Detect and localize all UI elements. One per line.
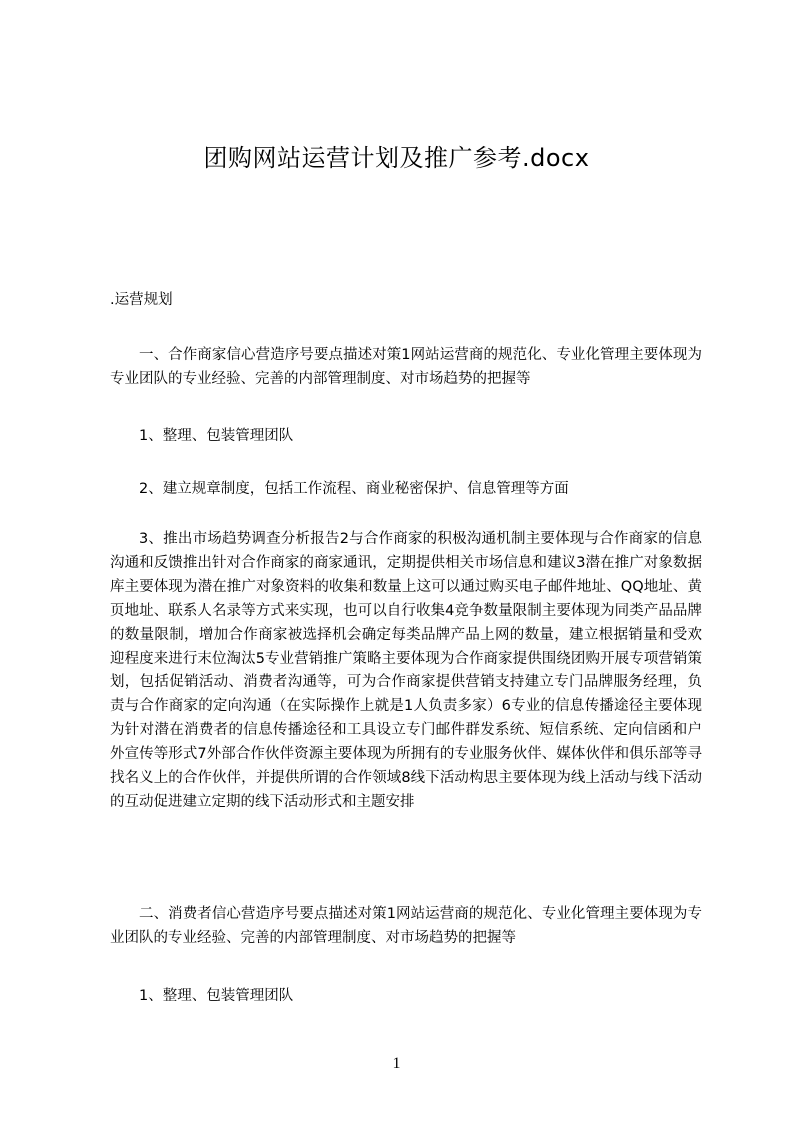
paragraph-item-2: 2、建立规章制度，包括工作流程、商业秘密保护、信息管理等方面 bbox=[139, 481, 569, 497]
page-number: 1 bbox=[392, 1055, 401, 1072]
paragraph-item-1-repeat: 1、整理、包装管理团队 bbox=[139, 988, 294, 1004]
paragraph-item-1: 1、整理、包装管理团队 bbox=[139, 428, 294, 444]
paragraph-item-3-details: 3、推出市场趋势调查分析报告2与合作商家的积极沟通机制主要体现与合作商家的信息沟通和反馈推出针对合作商家的商家通讯，定期提供相关市场信息和建议3潜在推广对象数据库主要体现为潜在推广对象资料的收集和数量上这可以通过购买电子邮件地址、QQ地址、黄页地址、联系人名录等方式来实现，也可以自行收集4竞争数量限制主要体现为同类产品品牌的数量限制，增加合作商家被选择机会确定每类品牌产品上网的数量，建立根据销量和受欢迎程度来进行末位淘汰5专业营销推广策略主要体现为合作商家提供围绕团购开展专项营销策划，包括促销活动、消费者沟通等，可为合作商家提供营销支持建立专门品牌服务经理，负责与合作商家的定向沟通（在实际操作上就是1人负责多家）6专业的信息传播途径主要体现为针对潜在消费者的信息传播途径和工具设立专门邮件群发系统、短信系统、定向信函和户外宣传等形式7外部合作伙伴资源主要体现为所拥有的专业服务伙伴、媒体伙伴和俱乐部等寻找名义上的合作伙伴，并提供所谓的合作领域8线下活动构思主要体现为线上活动与线下活动的互动促进建立定期的线下活动形式和主题安排 bbox=[110, 531, 702, 810]
document-title: 团购网站运营计划及推广参考.docx bbox=[203, 144, 590, 172]
section-heading: .运营规划 bbox=[110, 292, 173, 308]
paragraph-consumer-confidence: 二、消费者信心营造序号要点描述对策1网站运营商的规范化、专业化管理主要体现为专业团队的专业经验、完善的内部管理制度、对市场趋势的把握等 bbox=[110, 906, 702, 946]
paragraph-partner-confidence: 一、合作商家信心营造序号要点描述对策1网站运营商的规范化、专业化管理主要体现为专业团队的专业经验、完善的内部管理制度、对市场趋势的把握等 bbox=[110, 347, 702, 387]
